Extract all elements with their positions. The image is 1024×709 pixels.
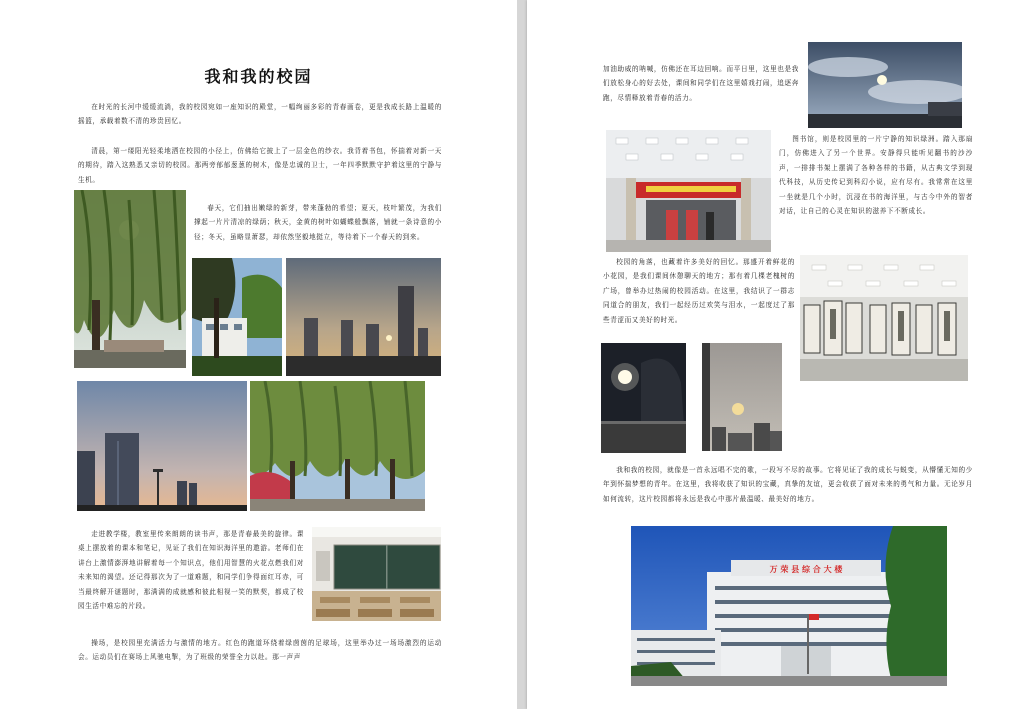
photo-moon-dusk	[702, 343, 782, 451]
paragraph-seasons: 春天，它们抽出嫩绿的新芽，带来蓬勃的希望；夏天，枝叶繁茂，为我们撑起一片片清凉的绿荫；秋天，金黄的树叶如蝴蝶般飘落，铺就一条诗意的小径；冬天，虽略显萧瑟，却依然坚毅地挺立，等待着下一个春天的到来。	[194, 204, 442, 241]
page-gutter	[517, 0, 527, 709]
paragraph-corners: 校园的角落，也藏着许多美好的回忆。那盛开着鲜花的小花园，是我们课间休憩聊天的地方；那有着几棵老槐树的广场，曾举办过热闹的校园活动。在这里，我结识了一群志同道合的朋友，我们一起经历过欢笑与泪水，一起度过了那些青涩而又美好的时光。	[603, 258, 795, 324]
paragraph-intro: 在时光的长河中缓缓流淌，我的校园宛如一座知识的殿堂，一幅绚丽多彩的青春画卷，更是我成长路上温暖的摇篮，承载着数不清的珍贵回忆。	[78, 103, 442, 126]
page-right	[527, 0, 1024, 709]
photo-library-entrance	[606, 130, 771, 252]
paragraph-conclusion: 我和我的校园，就像是一首永远唱不完的歌，一段写不尽的故事。它将见证了我的成长与蜕变，从懵懂无知的少年到怀揣梦想的青年。在这里，我将收获了知识的宝藏，真挚的友谊，更会收获了面对未来的勇气和力量。无论岁月如何流转，这片校园都将永远是我心中那片最温暖、最美好的地方。	[603, 466, 973, 503]
photo-exhibition-hall	[800, 255, 968, 381]
paragraph-cheering: 加油助威的呐喊，仿佛还在耳边回响。而平日里，这里也是我们放松身心的好去处，课间和同学们在这里嬉戏打闹，追逐奔跑，尽情释放着青春的活力。	[603, 65, 799, 102]
photo-night-lamp	[601, 343, 686, 453]
photo-classroom	[312, 527, 441, 621]
photo-willow-row	[250, 381, 425, 511]
photo-towers-dusk	[77, 381, 247, 511]
building-sign-text: 万 荣 县 综 合 大 楼	[769, 565, 843, 574]
photo-building-trees	[192, 258, 282, 376]
paragraph-playground: 操场，是校园里充满活力与激情的地方。红色的跑道环绕着绿茵茵的足球场，这里举办过一场场激烈的运动会。运动员们在赛场上风驰电掣，为了班级的荣誉全力以赴。那一声声	[78, 639, 442, 662]
photo-cloudy-sky	[808, 42, 962, 128]
photo-main-building	[631, 526, 947, 686]
document-title: 我和我的校园	[204, 67, 313, 86]
paragraph-library: 图书馆，则是校园里的一片宁静的知识绿洲。踏入那扇门，仿佛进入了另一个世界。安静得只能听见翻书的沙沙声，一排排书架上摆满了各种各样的书籍，从古典文学到现代科技，从历史传记到科幻小说，应有尽有。我常常在这里一坐就是几个小时，沉浸在书的海洋里，与古今中外的智者对话，让自己的心灵在知识的滋养下不断成长。	[779, 135, 973, 216]
photo-willow-sun	[74, 190, 186, 368]
paragraph-classroom: 走进教学楼，教室里传来朗朗的读书声，那是青春最美的旋律。课桌上摆放着的课本和笔记，见证了我们在知识海洋里的遨游。老师们在讲台上激情澎湃地讲解着每一个知识点，他们用智慧的火花点燃我们对未来知的渴望。还记得那次为了一道难题，和同学们争得面红耳赤，可当最终解开谜题时，那满满的成就感和彼此相视一笑的默契，都成了校园生活中难忘的片段。	[78, 530, 304, 611]
photo-sunset-skyline	[286, 258, 441, 376]
paragraph-morning: 清晨，第一缕阳光轻柔地洒在校园的小径上，仿佛给它披上了一层金色的纱衣。我背着书包，怀揣着对新一天的期待，踏入这熟悉又亲切的校园。那两旁郁郁葱葱的树木，像是忠诚的卫士，一年四季默默守护着这里的宁静与生机。	[78, 147, 442, 184]
